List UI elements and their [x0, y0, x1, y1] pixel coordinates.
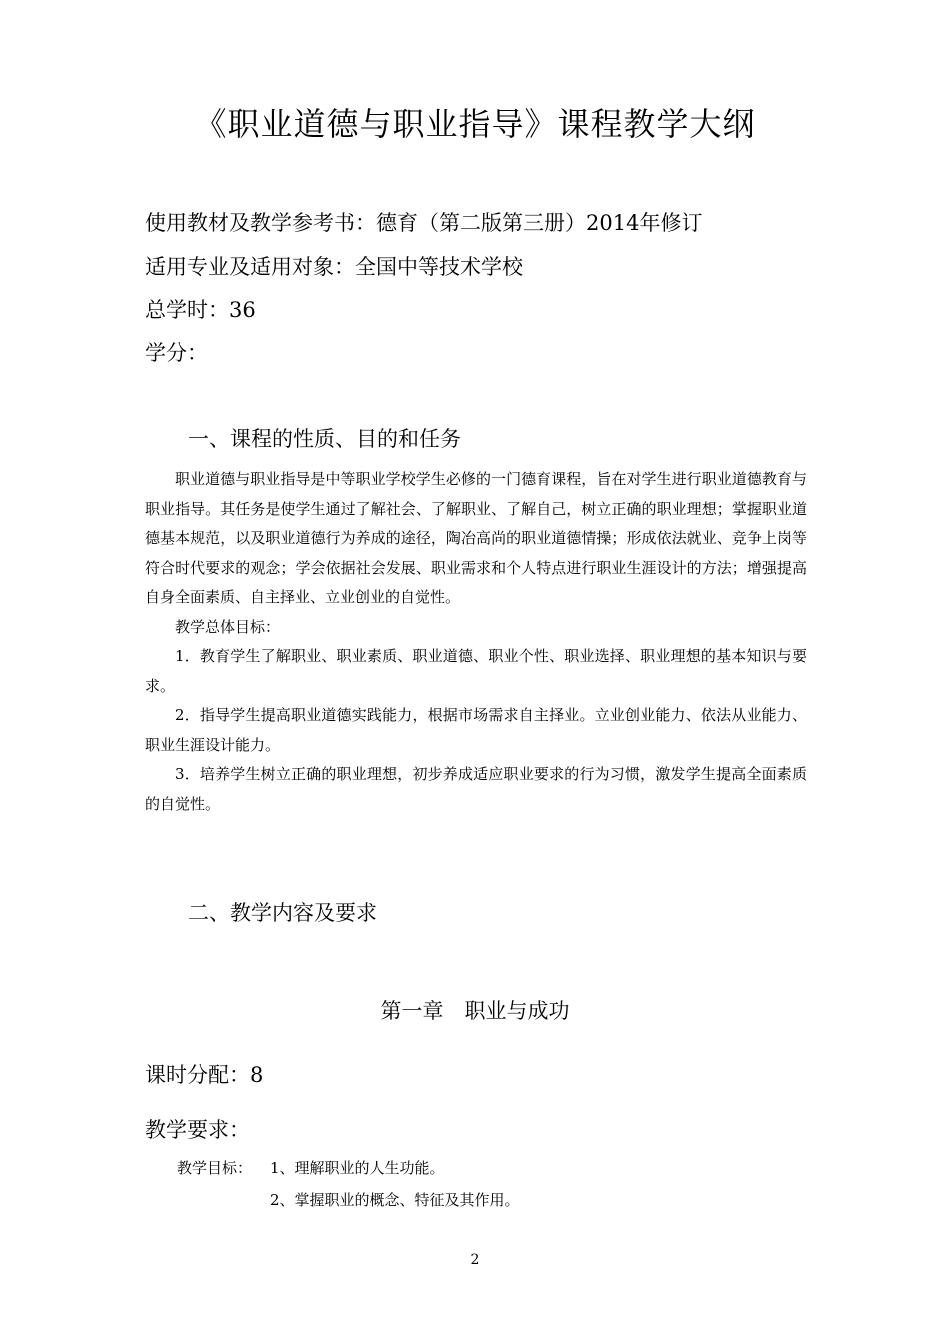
goal-item-1: 1．教育学生了解职业、职业素质、职业道德、职业个性、职业选择、职业理想的基本知识与要求。	[145, 647, 807, 695]
overall-goals-label: 教学总体目标：	[175, 617, 281, 636]
page-number: 2	[470, 1252, 480, 1268]
audience-line: 适用专业及适用对象：全国中等技术学校	[145, 255, 523, 279]
section-1-heading: 一、课程的性质、目的和任务	[188, 427, 461, 451]
total-hours-line: 总学时：36	[145, 298, 256, 322]
credits-line: 学分：	[145, 341, 208, 365]
textbook-line: 使用教材及教学参考书：德育（第二版第三册）2014年修订	[145, 211, 703, 235]
section-2-heading: 二、教学内容及要求	[188, 901, 377, 925]
course-description-paragraph: 职业道德与职业指导是中等职业学校学生必修的一门德育课程，旨在对学生进行职业道德教育与职业指导。其任务是使学生通过了解社会、了解职业、了解自己，树立正确的职业理想；掌握职业道德基本规范，以及职业道德行为养成的途径，陶冶高尚的职业道德情操；形成依法就业、竞争上岗等符合时代要求的观念；学会依据社会发展、职业需求和个人特点进行职业生涯设计的方法；增强提高自身全面素质、自主择业、立业创业的自觉性。	[145, 470, 807, 606]
section-1-body	[145, 465, 807, 819]
goal-item-2: 2．指导学生提高职业道德实践能力，根据市场需求自主择业。立业创业能力、依法从业能力、职业生涯设计能力。	[145, 706, 807, 754]
chapter-1-hours: 课时分配：8	[145, 1063, 264, 1087]
goal-item-3: 3．培养学生树立正确的职业理想，初步养成适应职业要求的行为习惯，激发学生提高全面素质的自觉性。	[145, 765, 807, 813]
document-title: 《职业道德与职业指导》课程教学大纲	[194, 105, 756, 143]
chapter-1-objective-1: 1、理解职业的人生功能。	[270, 1159, 445, 1177]
chapter-1-objective-2: 2、掌握职业的概念、特征及其作用。	[270, 1191, 520, 1209]
chapter-1-objectives-label: 教学目标：	[177, 1159, 253, 1177]
chapter-1-requirements-label: 教学要求：	[145, 1118, 250, 1142]
chapter-1-title: 第一章 职业与成功	[380, 999, 570, 1023]
